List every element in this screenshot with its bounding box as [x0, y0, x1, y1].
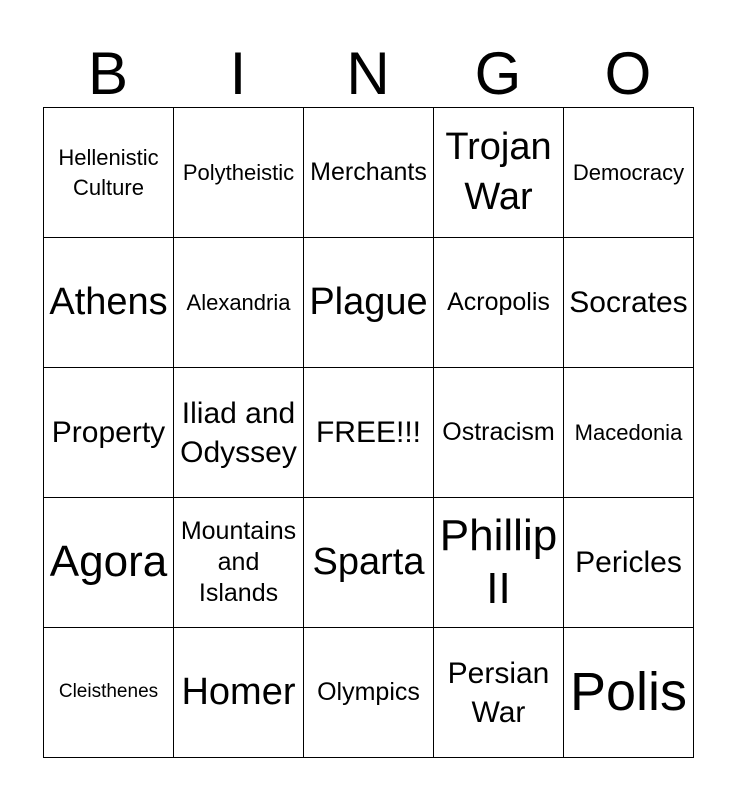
bingo-cell[interactable] — [564, 368, 694, 498]
bingo-cell[interactable] — [434, 238, 564, 368]
bingo-cell[interactable] — [44, 108, 174, 238]
bingo-cell[interactable] — [44, 628, 174, 758]
bingo-cell-text: Cleisthenes — [58, 681, 159, 703]
bingo-cell-text: Agora — [49, 537, 168, 587]
bingo-cell-text: Democracy — [572, 159, 685, 185]
bingo-cell[interactable] — [174, 238, 304, 368]
bingo-cell-text: Ostracism — [442, 417, 555, 446]
bingo-cell[interactable] — [434, 628, 564, 758]
bingo-cell-text: Merchants — [310, 157, 427, 186]
bingo-cell[interactable] — [304, 108, 434, 238]
bingo-cell-text: Sparta — [312, 540, 425, 583]
header-letter-g: G — [474, 40, 522, 107]
bingo-cell-text: Polytheistic — [182, 159, 295, 185]
bingo-cell[interactable] — [434, 368, 564, 498]
bingo-cell-text: Alexandria — [186, 289, 291, 315]
bingo-cell-text: Polis — [569, 661, 688, 722]
header-letter-b: B — [87, 40, 129, 107]
bingo-cell[interactable] — [44, 498, 174, 628]
bingo-card-grid — [43, 107, 694, 758]
bingo-header — [43, 40, 693, 108]
bingo-cell-text: Plague — [309, 280, 428, 323]
bingo-cell-text: Acropolis — [447, 287, 550, 316]
bingo-free-space[interactable] — [304, 368, 434, 498]
bingo-cell-text: Property — [51, 416, 166, 449]
bingo-cell-text: Persian War — [447, 656, 550, 729]
bingo-cell[interactable] — [434, 108, 564, 238]
bingo-cell[interactable] — [304, 628, 434, 758]
bingo-cell[interactable] — [304, 498, 434, 628]
bingo-cell[interactable] — [174, 368, 304, 498]
bingo-cell[interactable] — [44, 238, 174, 368]
bingo-cell-text: Hellenistic Culture — [58, 144, 159, 200]
bingo-cell-text: Homer — [181, 670, 296, 713]
bingo-cell[interactable] — [304, 238, 434, 368]
bingo-cell-text: Phillip II — [439, 510, 558, 613]
bingo-cell[interactable] — [434, 498, 564, 628]
bingo-cell-text: Mountains and Islands — [180, 516, 297, 608]
header-letter-i: I — [229, 40, 247, 107]
bingo-cell[interactable] — [174, 108, 304, 238]
bingo-cell[interactable] — [44, 368, 174, 498]
bingo-cell-text: Athens — [49, 280, 168, 323]
bingo-cell[interactable] — [564, 628, 694, 758]
bingo-cell[interactable] — [174, 498, 304, 628]
bingo-cell-text: Pericles — [575, 546, 682, 579]
bingo-cell[interactable] — [564, 238, 694, 368]
bingo-cell[interactable] — [564, 498, 694, 628]
header-letter-n: N — [346, 40, 390, 107]
bingo-cell-text: Trojan War — [445, 126, 552, 218]
bingo-cell-text: FREE!!! — [315, 416, 421, 449]
header-letter-o: O — [604, 40, 652, 107]
bingo-cell-text: Olympics — [317, 677, 420, 706]
bingo-cell[interactable] — [174, 628, 304, 758]
bingo-cell-text: Macedonia — [574, 419, 683, 445]
bingo-cell-text: Iliad and Odyssey — [180, 396, 297, 469]
bingo-cell[interactable] — [564, 108, 694, 238]
bingo-cell-text: Socrates — [569, 286, 688, 319]
